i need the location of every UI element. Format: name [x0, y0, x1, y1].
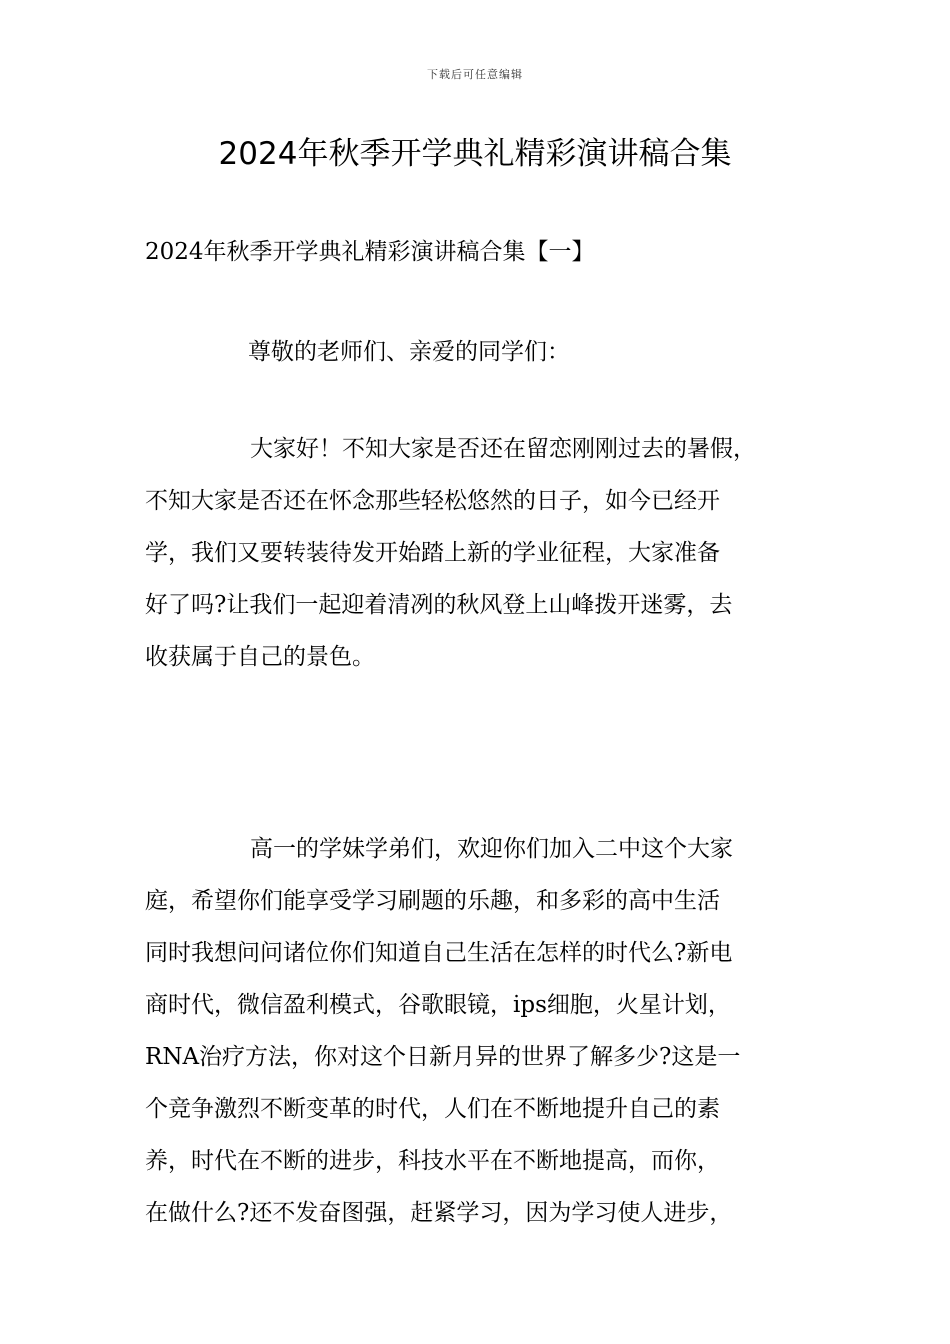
header-note: 下载后可任意编辑 — [427, 68, 523, 81]
paragraph-line: 学，我们又要转装待发开始踏上新的学业征程，大家准备 — [145, 540, 720, 566]
paragraph-line: 收获属于自己的景色。 — [145, 644, 375, 670]
paragraph-line: 大家好！不知大家是否还在留恋刚刚过去的暑假， — [250, 436, 756, 462]
paragraph-line: 个竞争激烈不断变革的时代，人们在不断地提升自己的素 — [145, 1096, 720, 1122]
paragraph-2 — [145, 823, 825, 1239]
paragraph-line: 商时代，微信盈利模式，谷歌眼镜，ips细胞，火星计划， — [145, 992, 731, 1018]
section-heading: 2024年秋季开学典礼精彩演讲稿合集【一】 — [145, 239, 595, 265]
paragraph-line: 庭，希望你们能享受学习刷题的乐趣，和多彩的高中生活 — [145, 888, 720, 914]
paragraph-line: 养，时代在不断的进步，科技水平在不断地提高，而你， — [145, 1148, 720, 1174]
paragraph-line: 好了吗?让我们一起迎着清冽的秋风登上山峰拨开迷雾，去 — [145, 592, 733, 618]
paragraph-line: 同时我想问问诸位你们知道自己生活在怎样的时代么?新电 — [145, 940, 733, 966]
paragraph-line: RNA治疗方法，你对这个日新月异的世界了解多少?这是一 — [145, 1044, 741, 1070]
paragraph-line: 在做什么?还不发奋图强，赶紧学习，因为学习使人进步， — [145, 1200, 733, 1226]
salutation: 尊敬的老师们、亲爱的同学们： — [248, 339, 570, 365]
paragraph-1 — [145, 423, 825, 683]
paragraph-line: 高一的学妹学弟们，欢迎你们加入二中这个大家 — [250, 836, 733, 862]
paragraph-line: 不知大家是否还在怀念那些轻松悠然的日子，如今已经开 — [145, 488, 720, 514]
document-title: 2024年秋季开学典礼精彩演讲稿合集 — [218, 136, 732, 172]
